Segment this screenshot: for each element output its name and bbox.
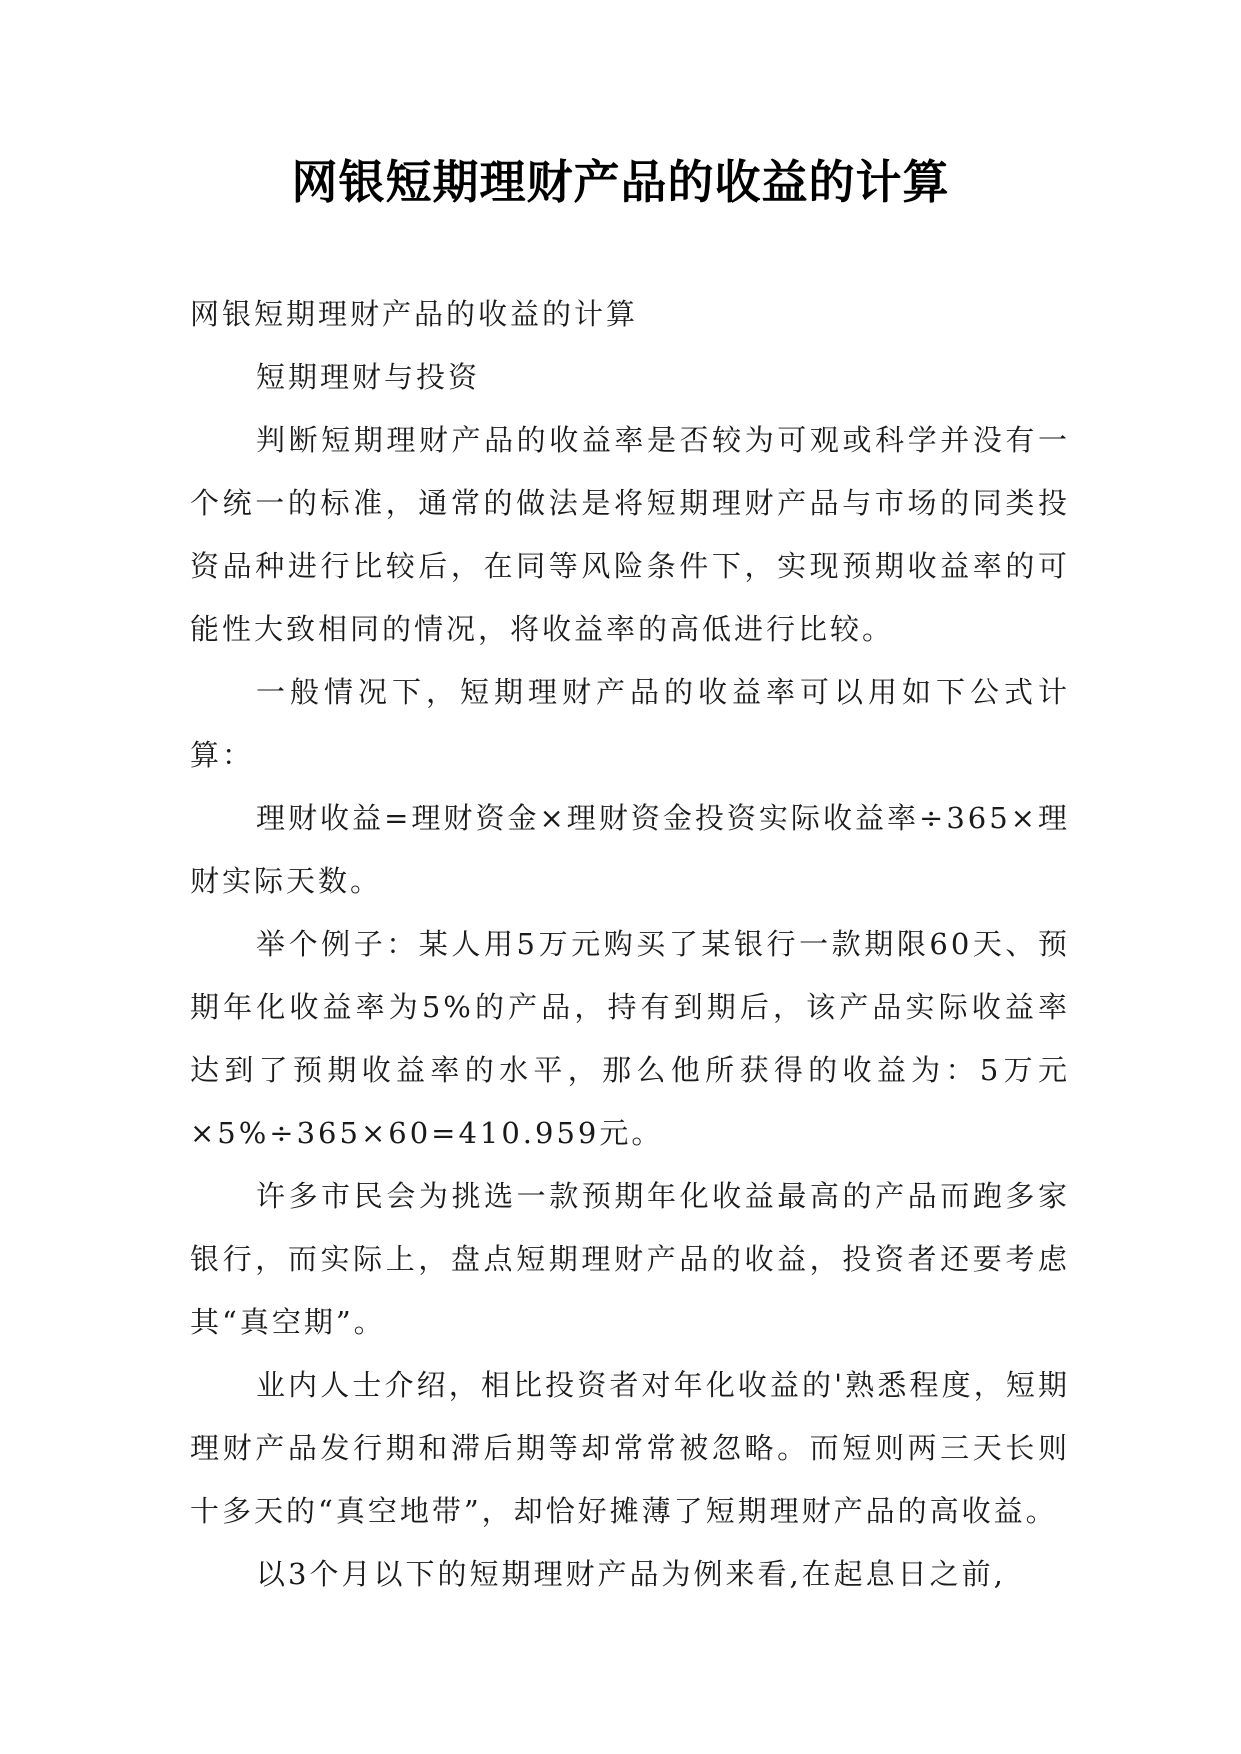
paragraph-example: 举个例子：某人用5万元购买了某银行一款期限60天、预期年化收益率为5%的产品，持有到期后，该产品实际收益率达到了预期收益率的水平，那么他所获得的收益为：5万元×5%÷365×60=410.959元。 [190,927,1070,1150]
paragraph-short-term-example: 以3个月以下的短期理财产品为例来看,在起息日之前, [256,1557,1006,1591]
document-body [190,283,1070,1606]
paragraph-formula-intro: 一般情况下，短期理财产品的收益率可以用如下公式计算： [190,675,1070,772]
paragraph-formula: 理财收益=理财资金×理财资金投资实际收益率÷365×理财实际天数。 [190,801,1070,898]
paragraph-yield-standard: 判断短期理财产品的收益率是否较为可观或科学并没有一个统一的标准，通常的做法是将短期理财产品与市场的同类投资品种进行比较后，在同等风险条件下，实现预期收益率的可能性大致相同的情况，将收益率的高低进行比较。 [190,423,1070,646]
document-title: 网银短期理财产品的收益的计算 [291,155,950,209]
paragraph-industry-insight: 业内人士介绍，相比投资者对年化收益的'熟悉程度，短期理财产品发行期和滞后期等却常常被忽略。而短则两三天长则十多天的“真空地带”，却恰好摊薄了短期理财产品的高收益。 [190,1368,1070,1528]
paragraph-vacuum-period: 许多市民会为挑选一款预期年化收益最高的产品而跑多家银行，而实际上，盘点短期理财产品的收益，投资者还要考虑其“真空期”。 [190,1179,1070,1339]
paragraph-section-heading: 短期理财与投资 [256,360,481,394]
paragraph-subtitle: 网银短期理财产品的收益的计算 [190,297,639,331]
